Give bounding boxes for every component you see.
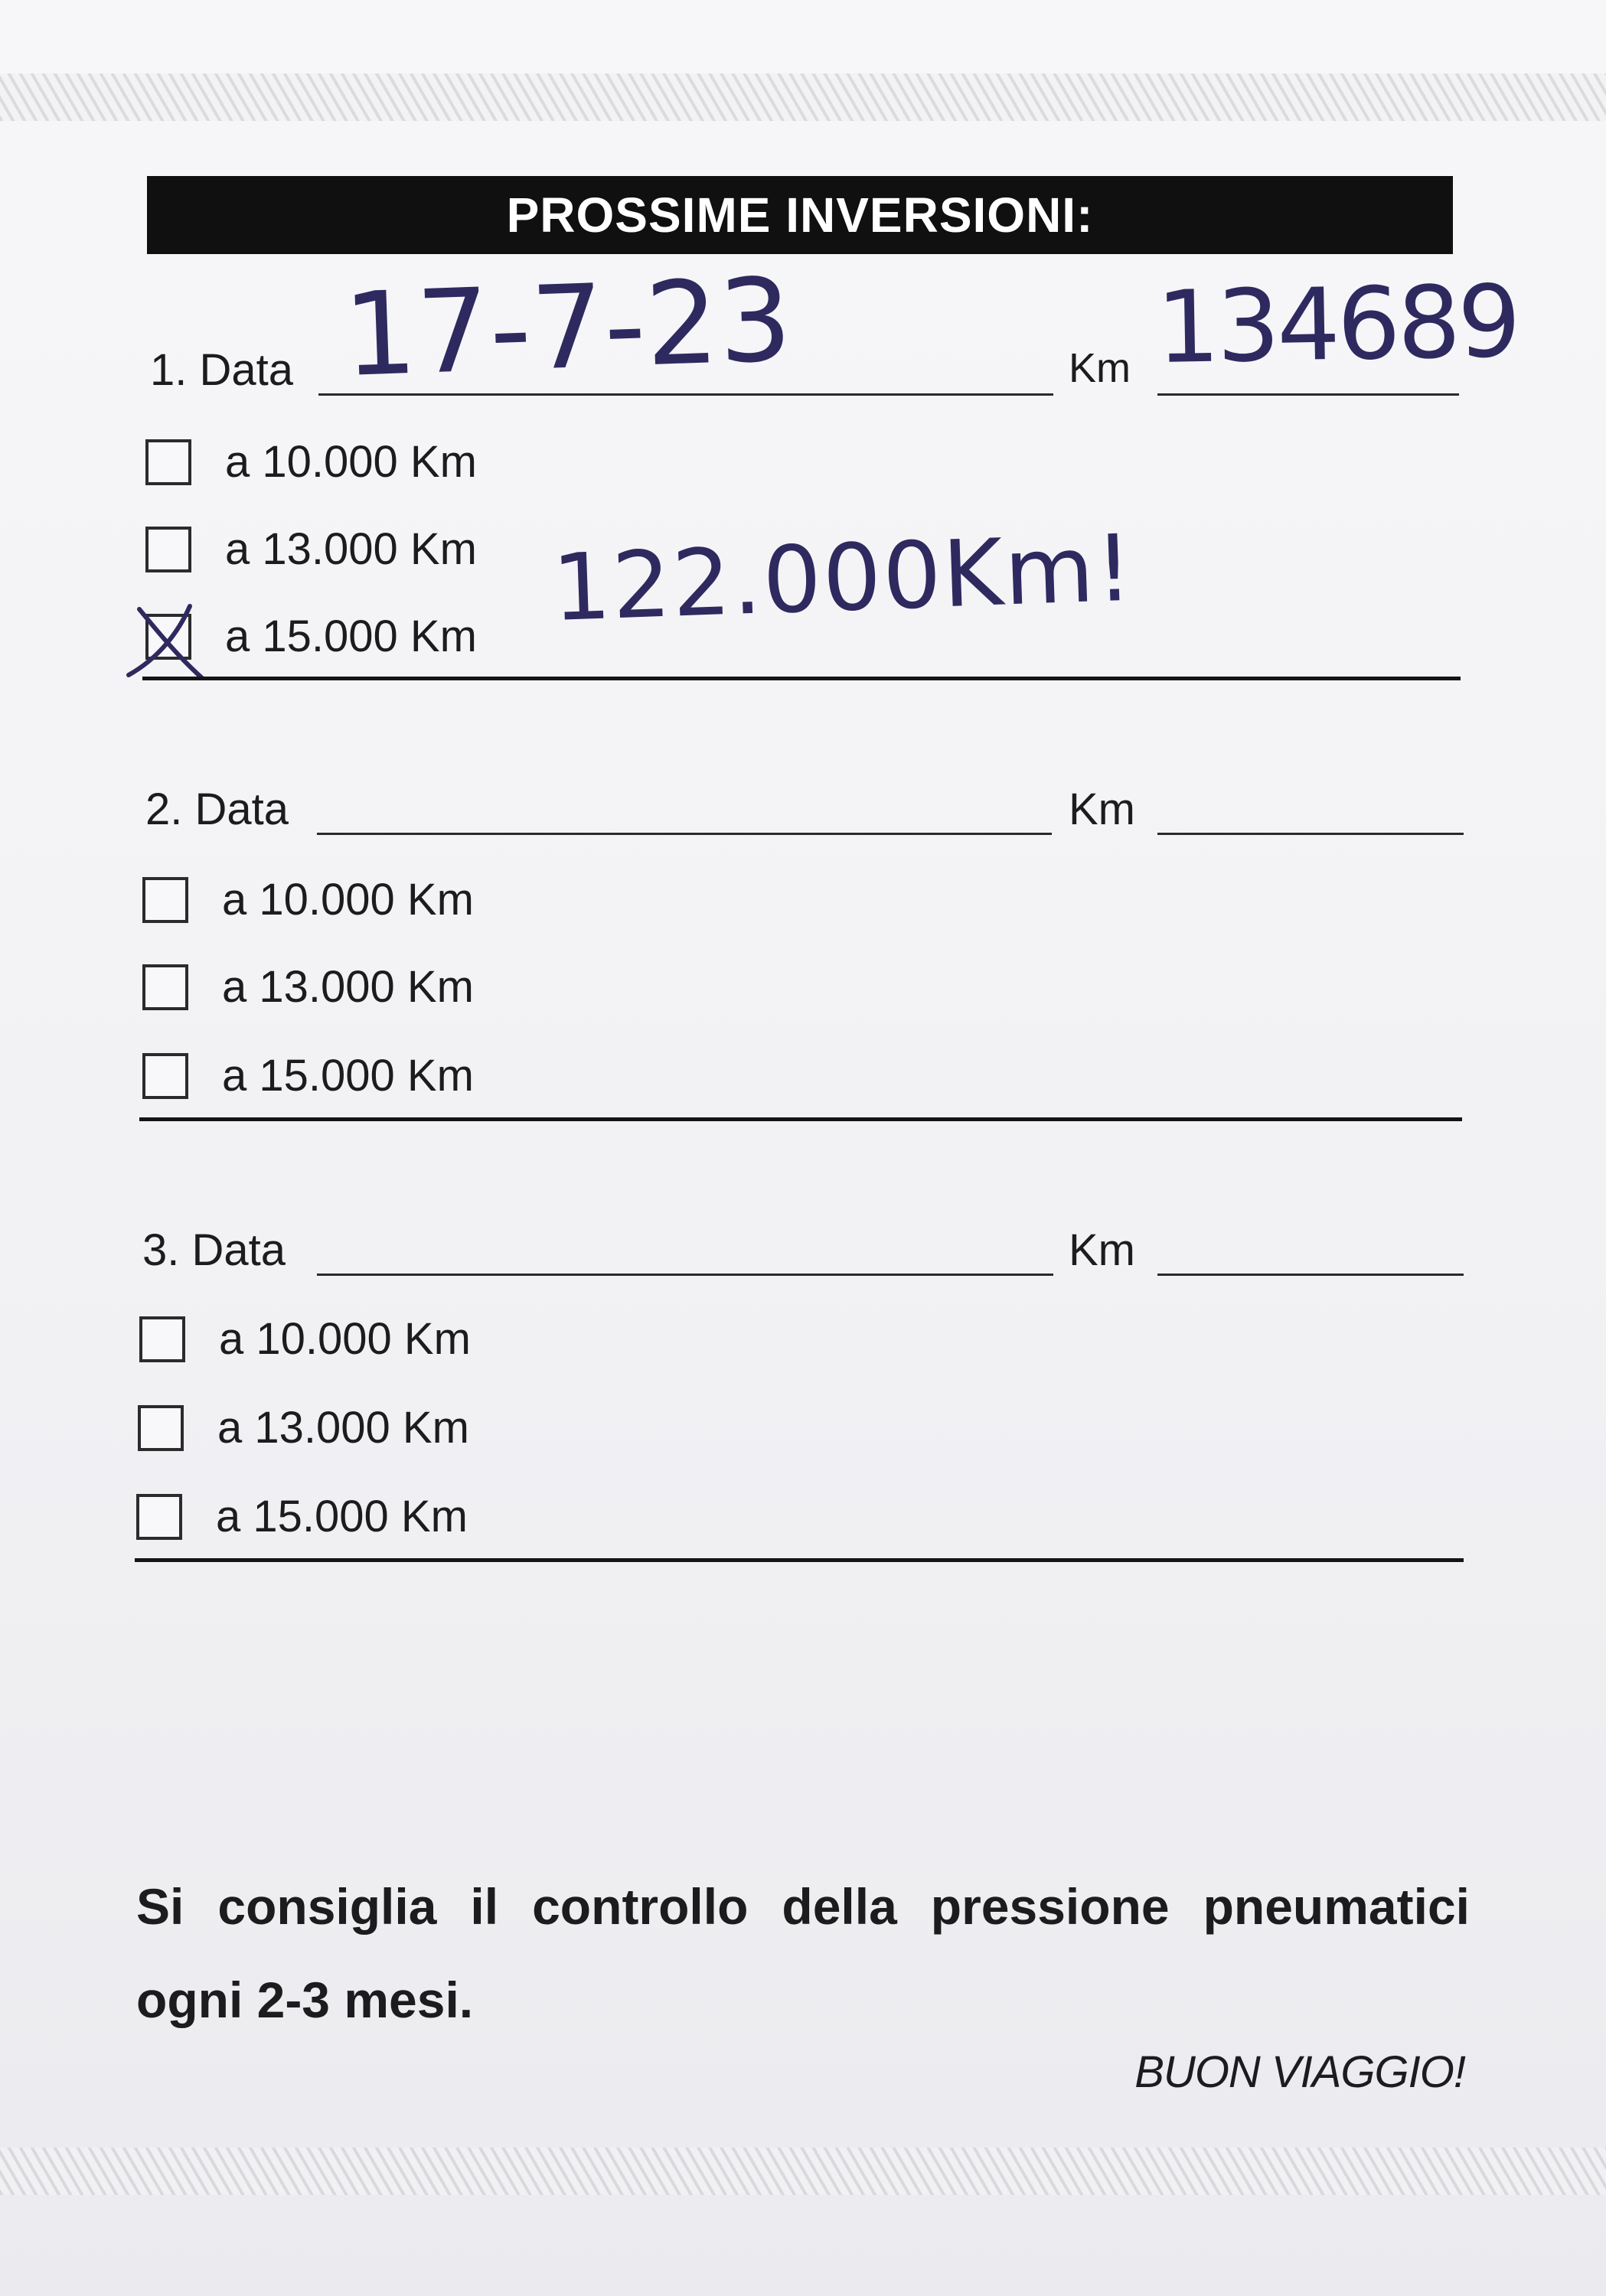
entry-3-option-10000[interactable]: a 10.000 Km xyxy=(139,1313,471,1365)
top-hatch-border xyxy=(0,73,1606,121)
entry-2-date-label: 2. Data xyxy=(145,784,289,834)
entry-1-handwritten-note: 122.000Km! xyxy=(550,515,1136,642)
entry-3-option-15000[interactable]: a 15.000 Km xyxy=(136,1491,468,1542)
checkbox[interactable] xyxy=(138,1405,184,1451)
entry-2-option-13000[interactable]: a 13.000 Km xyxy=(142,961,474,1013)
entry-1-option-15000[interactable]: a 15.000 Km xyxy=(145,611,477,662)
pressure-advice: Si consiglia il controllo della pressione pneumatici ogni 2-3 mesi. xyxy=(136,1878,1470,2028)
bottom-hatch-border xyxy=(0,2148,1606,2195)
checkbox-checked[interactable] xyxy=(145,614,191,660)
entry-1-separator xyxy=(142,677,1461,680)
checkbox[interactable] xyxy=(142,1053,188,1099)
entry-3-date-field[interactable] xyxy=(317,1274,1053,1276)
page-title-text: PROSSIME INVERSIONI: xyxy=(506,188,1094,243)
entry-2-separator xyxy=(139,1117,1462,1121)
checkbox[interactable] xyxy=(139,1316,185,1362)
entry-3-km-field[interactable] xyxy=(1157,1274,1464,1276)
checkbox[interactable] xyxy=(136,1494,182,1540)
entry-3-km-label: Km xyxy=(1069,1225,1135,1275)
checkbox[interactable] xyxy=(142,964,188,1010)
entry-1-handwritten-date: 17-7-23 xyxy=(341,253,795,403)
checkbox[interactable] xyxy=(145,439,191,485)
entry-1-handwritten-km: 134689 xyxy=(1155,263,1519,386)
entry-1-option-13000[interactable]: a 13.000 Km xyxy=(145,523,477,575)
entry-1-km-field[interactable] xyxy=(1157,393,1459,396)
entry-3-option-13000[interactable]: a 13.000 Km xyxy=(138,1402,469,1453)
handwritten-cross-icon xyxy=(126,600,217,684)
entry-3-separator xyxy=(135,1558,1464,1562)
entry-3-date-label: 3. Data xyxy=(142,1225,286,1275)
page-title xyxy=(147,176,1453,254)
entry-2-option-10000[interactable]: a 10.000 Km xyxy=(142,874,474,925)
entry-1-date-label: 1. Data xyxy=(150,345,293,395)
checkbox[interactable] xyxy=(145,527,191,572)
entry-2-option-15000[interactable]: a 15.000 Km xyxy=(142,1050,474,1101)
checkbox[interactable] xyxy=(142,877,188,923)
farewell-text: BUON VIAGGIO! xyxy=(1134,2047,1465,2097)
entry-2-km-field[interactable] xyxy=(1157,833,1464,835)
entry-1-option-10000[interactable]: a 10.000 Km xyxy=(145,436,477,488)
entry-1-km-label: Km xyxy=(1069,345,1131,391)
entry-2-date-field[interactable] xyxy=(317,833,1052,835)
entry-2-km-label: Km xyxy=(1069,784,1135,834)
